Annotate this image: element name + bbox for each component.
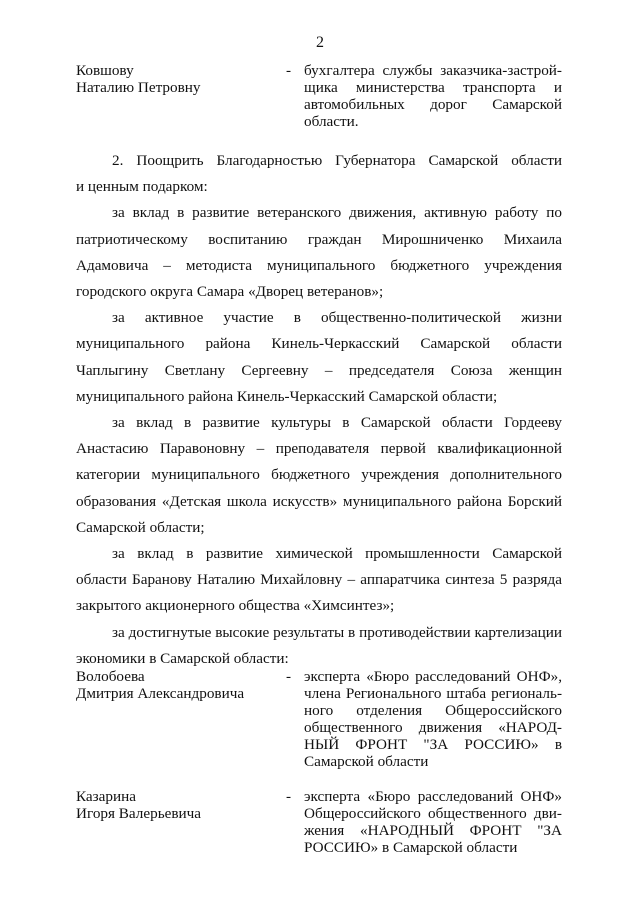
paragraph-gordeeva: [76, 410, 562, 541]
desc-line: общественного движения «НАРОД-: [304, 719, 562, 736]
desc-line: щика министерства транспорта и: [304, 79, 562, 96]
name-line: Волобоева: [76, 668, 145, 685]
text-line: Анастасию Паравоновну – преподавателя первой квалификационной: [76, 440, 562, 458]
text-line: и ценным подарком:: [76, 178, 208, 196]
paragraph-chaplygina: [76, 305, 562, 410]
dash: -: [286, 668, 292, 685]
desc-line: жения «НАРОДНЫЙ ФРОНТ "ЗА: [304, 822, 562, 839]
name-line: Дмитрия Александровича: [76, 685, 245, 702]
text-line: за вклад в развитие химической промышленности Самарской: [112, 545, 562, 563]
text-line: экономики в Самарской области:: [76, 649, 289, 667]
name-line: Ковшову: [76, 62, 134, 79]
desc-line: эксперта «Бюро расследований ОНФ»,: [304, 668, 562, 685]
text-line: патриотическому воспитанию граждан Мирошниченко Михаила: [76, 230, 562, 248]
dash: -: [286, 788, 292, 805]
text-line: области Баранову Наталию Михайловну – аппаратчика синтеза 5 разряда: [76, 571, 562, 589]
desc-line: бухгалтера службы заказчика-застрой-: [304, 62, 562, 79]
position-description: [304, 668, 562, 770]
paragraph-miroshnichenko: [76, 200, 562, 305]
desc-line: Общероссийского общественного дви-: [304, 805, 562, 822]
desc-line: НЫЙ ФРОНТ "ЗА РОССИЮ» в: [304, 736, 562, 753]
text-line: за вклад в развитие культуры в Самарской области Гордееву: [112, 414, 562, 432]
body-text: [76, 148, 562, 672]
paragraph-cartel: [76, 620, 562, 672]
text-line: за вклад в развитие ветеранского движения, активную работу по: [112, 204, 562, 222]
text-line: Чаплыгину Светлану Сергеевну – председателя Союза женщин: [76, 361, 562, 379]
text-line: муниципального района Кинель-Черкасский Самарской области;: [76, 387, 498, 405]
text-line: за достигнутые высокие результаты в противодействии картелизации: [112, 623, 562, 641]
text-line: категории муниципального бюджетного учреждения дополнительного: [76, 466, 562, 484]
paragraph-baranova: [76, 541, 562, 620]
text-line: Самарской области;: [76, 518, 205, 536]
person-name: [76, 62, 276, 96]
text-line: 2. Поощрить Благодарностью Губернатора Самарской области: [112, 152, 562, 169]
text-line: закрытого акционерного общества «Химсинтез»;: [76, 597, 395, 615]
desc-line: РОССИЮ» в Самарской области: [304, 839, 518, 856]
desc-line: члена Регионального штаба региональ-: [304, 685, 562, 702]
person-name: [76, 668, 276, 702]
desc-line: области.: [304, 113, 359, 130]
paragraph-decision: [76, 148, 562, 200]
text-line: за активное участие в общественно-политической жизни: [112, 309, 562, 327]
person-name: [76, 788, 276, 822]
desc-line: эксперта «Бюро расследований ОНФ»: [304, 788, 562, 805]
text-line: Адамовича – методиста муниципального бюджетного учреждения: [76, 256, 562, 274]
position-description: [304, 62, 562, 130]
desc-line: ного отделения Общероссийского: [304, 702, 562, 719]
name-line: Игоря Валерьевича: [76, 805, 202, 822]
name-line: Казарина: [76, 788, 137, 805]
text-line: образования «Детская школа искусств» муниципального района Борский: [76, 492, 562, 510]
desc-line: Самарской области: [304, 753, 429, 770]
position-description: [304, 788, 562, 856]
text-line: городского округа Самара «Дворец ветеранов»;: [76, 283, 384, 301]
dash: -: [286, 62, 292, 79]
text-line: муниципального района Кинель-Черкасский Самарской области: [76, 335, 562, 353]
page-number: 2: [316, 34, 324, 51]
name-line: Наталию Петровну: [76, 79, 201, 96]
desc-line: автомобильных дорог Самарской: [304, 96, 562, 113]
